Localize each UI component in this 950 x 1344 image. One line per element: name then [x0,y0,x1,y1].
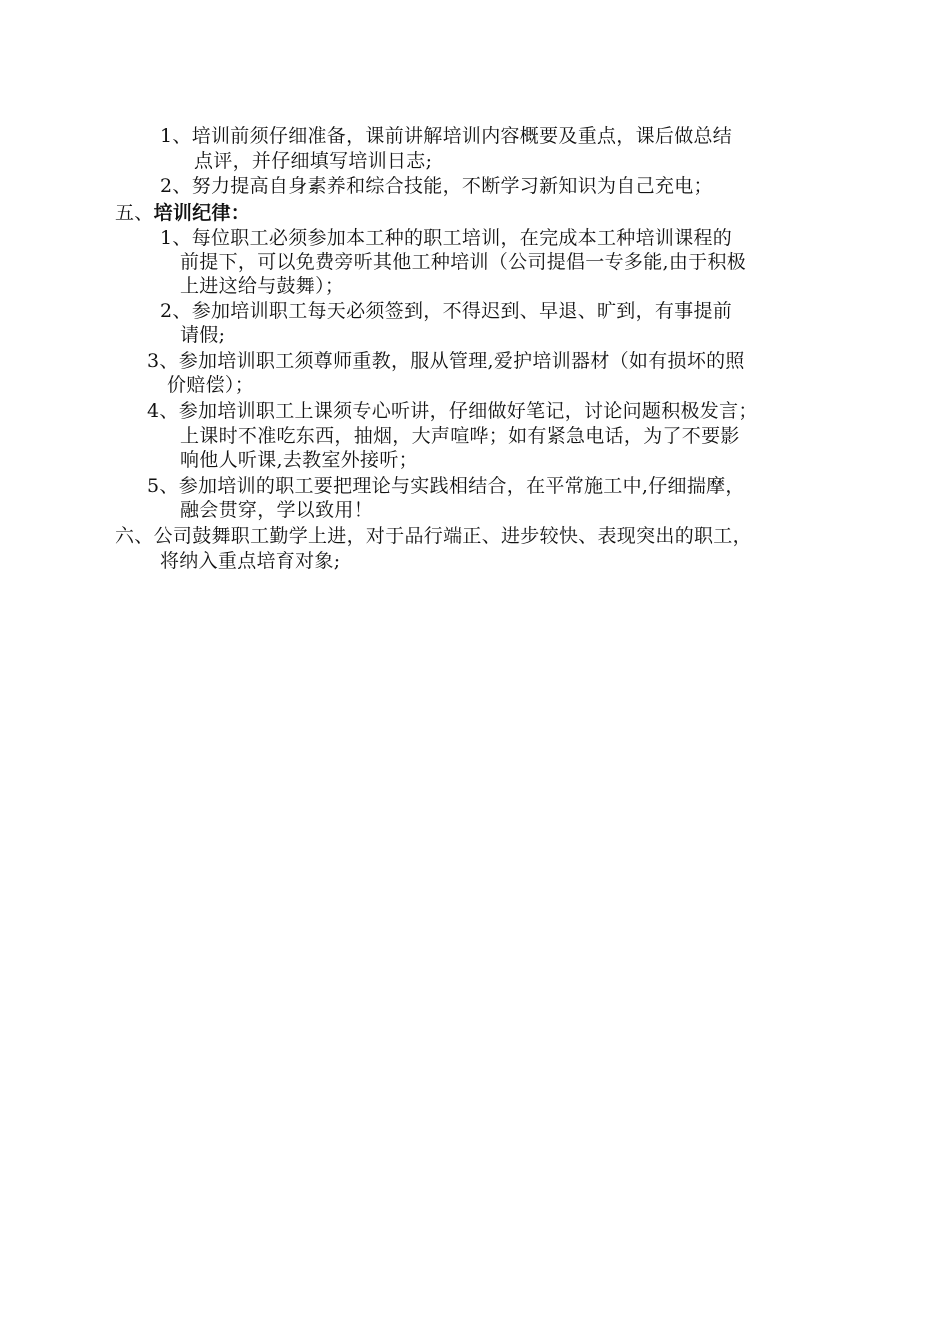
text-line: 1、培训前须仔细准备，课前讲解培训内容概要及重点，课后做总结 [160,125,733,147]
text-line: 3、参加培训职工须尊师重教，服从管理,爱护培训器材（如有损坏的照 [147,350,745,372]
text-line: 2、参加培训职工每天必须签到，不得迟到、早退、旷到，有事提前 [160,300,733,322]
text-line: 六、公司鼓舞职工勤学上进，对于品行端正、进步较快、表现突出的职工， [115,525,752,547]
text-line: 点评，并仔细填写培训日志; [194,150,433,172]
text-line: 5、参加培训的职工要把理论与实践相结合，在平常施工中,仔细揣摩， [147,475,745,497]
text-line: 价赔偿）； [167,374,255,396]
section-heading [115,201,250,225]
text-line: 上课时不准吃东西，抽烟，大声喧哗；如有紧急电话，为了不要影 [180,425,740,447]
section-title: 培训纪律： [153,202,251,224]
text-line: 前提下，可以免费旁听其他工种培训（公司提倡一专多能,由于积极 [180,251,747,273]
text-line: 将纳入重点培育对象; [160,550,341,572]
text-line: 请假; [180,324,226,346]
text-line: 融会贯穿，学以致用！ [180,499,374,521]
text-line: 上进这给与鼓舞）； [180,275,345,297]
text-line: 2、努力提高自身素养和综合技能，不断学习新知识为自己充电； [160,175,713,197]
text-line: 1、每位职工必须参加本工种的职工培训，在完成本工种培训课程的 [160,227,733,249]
text-line: 响他人听课,去教室外接听； [180,449,418,471]
text-line: 4、参加培训职工上课须专心听讲，仔细做好笔记，讨论问题积极发言； [147,400,758,422]
section-number: 五、 [115,202,154,224]
